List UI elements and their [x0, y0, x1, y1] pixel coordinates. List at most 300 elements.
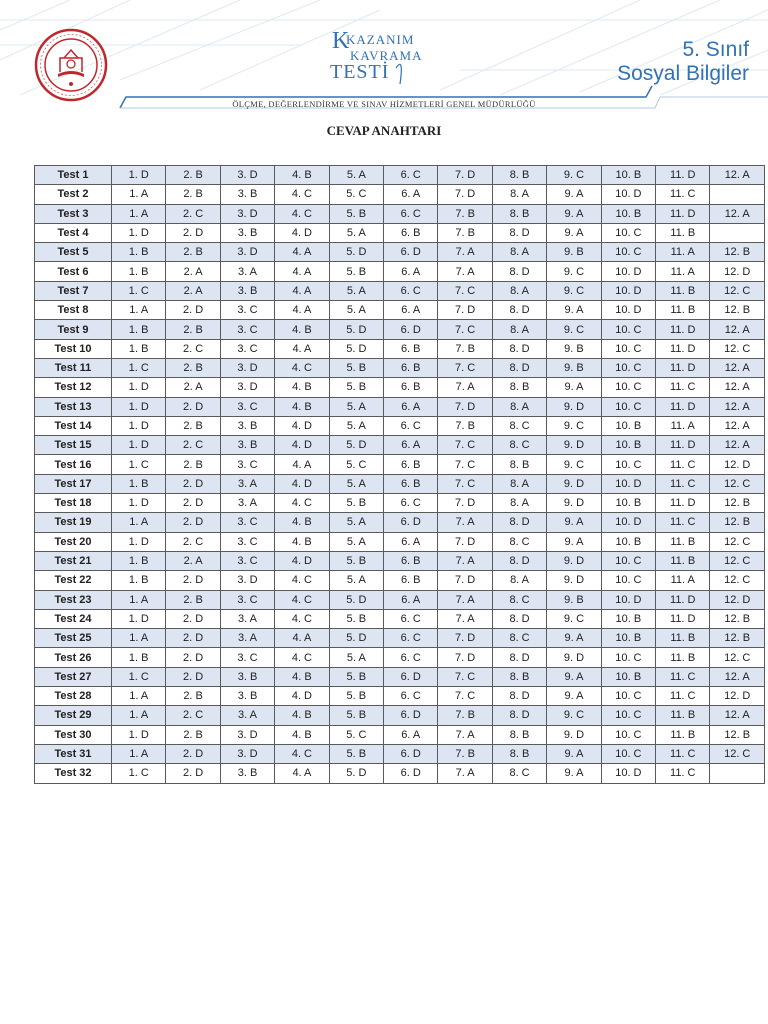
answer-cell: 11. C: [656, 687, 710, 706]
answer-cell: 6. D: [384, 243, 438, 262]
answer-cell: 5. A: [329, 301, 383, 320]
answer-cell: 4. C: [275, 358, 329, 377]
test-label-cell: Test 9: [35, 320, 112, 339]
test-label-cell: Test 29: [35, 706, 112, 725]
answer-cell: 9. C: [547, 262, 601, 281]
answer-cell: 1. D: [112, 725, 166, 744]
test-label-cell: Test 8: [35, 301, 112, 320]
answer-cell: 3. D: [220, 725, 274, 744]
answer-cell: 6. A: [384, 436, 438, 455]
answer-cell: 10. D: [601, 474, 655, 493]
table-row: [35, 320, 765, 339]
answer-cell: 6. C: [384, 281, 438, 300]
answer-cell: 4. C: [275, 494, 329, 513]
answer-cell: 8. D: [492, 262, 546, 281]
answer-cell: 7. D: [438, 571, 492, 590]
answer-cell: 1. D: [112, 532, 166, 551]
answer-cell: 5. D: [329, 436, 383, 455]
answer-cell: 4. A: [275, 301, 329, 320]
test-label-cell: Test 28: [35, 687, 112, 706]
answer-cell: 3. B: [220, 436, 274, 455]
answer-cell: 2. D: [166, 301, 220, 320]
answer-cell: 3. C: [220, 648, 274, 667]
answer-cell: 4. B: [275, 725, 329, 744]
answer-cell: 9. A: [547, 378, 601, 397]
answer-cell: 1. B: [112, 551, 166, 570]
answer-cell: 6. D: [384, 706, 438, 725]
test-label-cell: Test 27: [35, 667, 112, 686]
answer-cell: 7. B: [438, 339, 492, 358]
answer-cell: 3. A: [220, 609, 274, 628]
answer-cell: 3. D: [220, 166, 274, 185]
answer-cell: 1. D: [112, 609, 166, 628]
answer-cell: 4. B: [275, 513, 329, 532]
answer-cell: 7. A: [438, 243, 492, 262]
answer-cell: 11. C: [656, 455, 710, 474]
answer-cell: 5. B: [329, 609, 383, 628]
answer-cell: 3. C: [220, 301, 274, 320]
answer-cell: 12. D: [710, 687, 765, 706]
answer-cell: 5. B: [329, 744, 383, 763]
answer-cell: 11. A: [656, 416, 710, 435]
answer-cell: 5. D: [329, 629, 383, 648]
test-label-cell: Test 4: [35, 223, 112, 242]
answer-cell: 8. B: [492, 378, 546, 397]
answer-cell: 8. A: [492, 281, 546, 300]
answer-cell: 5. B: [329, 687, 383, 706]
table-row: [35, 339, 765, 358]
answer-cell: 10. D: [601, 764, 655, 783]
answer-cell: 1. B: [112, 571, 166, 590]
answer-cell: 1. C: [112, 358, 166, 377]
answer-cell: 4. B: [275, 166, 329, 185]
answer-cell: 4. B: [275, 378, 329, 397]
answer-cell: 4. B: [275, 532, 329, 551]
answer-cell: 6. C: [384, 494, 438, 513]
answer-cell: 5. A: [329, 397, 383, 416]
answer-cell: 9. C: [547, 455, 601, 474]
answer-cell: 9. A: [547, 532, 601, 551]
answer-cell: 4. D: [275, 551, 329, 570]
answer-cell: 7. A: [438, 262, 492, 281]
answer-cell: 8. C: [492, 416, 546, 435]
answer-cell: 5. D: [329, 339, 383, 358]
table-row: [35, 281, 765, 300]
answer-cell: 2. D: [166, 667, 220, 686]
answer-cell: 11. B: [656, 648, 710, 667]
answer-cell: 12. C: [710, 551, 765, 570]
answer-cell: 2. D: [166, 513, 220, 532]
answer-cell: 12. D: [710, 262, 765, 281]
answer-cell: 2. C: [166, 436, 220, 455]
answer-cell: 6. B: [384, 571, 438, 590]
subject-label: Sosyal Bilgiler: [617, 62, 749, 85]
answer-key-table: [34, 165, 765, 784]
answer-cell: 11. D: [656, 358, 710, 377]
answer-cell: 10. C: [601, 243, 655, 262]
answer-cell: 2. D: [166, 397, 220, 416]
answer-cell: 8. C: [492, 629, 546, 648]
answer-cell: 9. A: [547, 185, 601, 204]
answer-cell: 2. C: [166, 339, 220, 358]
answer-cell: 1. A: [112, 706, 166, 725]
brand-logo: [326, 26, 426, 88]
answer-cell: 1. B: [112, 474, 166, 493]
answer-cell: 4. C: [275, 571, 329, 590]
answer-cell: 11. B: [656, 706, 710, 725]
table-row: [35, 378, 765, 397]
answer-cell: 3. D: [220, 744, 274, 763]
answer-cell: 6. A: [384, 725, 438, 744]
answer-cell: 11. C: [656, 764, 710, 783]
answer-cell: 10. C: [601, 339, 655, 358]
answer-cell: 9. B: [547, 590, 601, 609]
answer-cell: 12. C: [710, 571, 765, 590]
table-row: [35, 590, 765, 609]
answer-cell: 8. C: [492, 436, 546, 455]
table-row: [35, 551, 765, 570]
logo-brand-line-1: KAZANIM: [346, 32, 415, 47]
answer-cell: 3. D: [220, 204, 274, 223]
test-label-cell: Test 2: [35, 185, 112, 204]
answer-cell: 12. D: [710, 455, 765, 474]
answer-cell: 4. C: [275, 648, 329, 667]
answer-cell: 4. B: [275, 320, 329, 339]
answer-cell: 6. C: [384, 648, 438, 667]
answer-cell: 5. A: [329, 223, 383, 242]
answer-cell: 2. B: [166, 687, 220, 706]
answer-cell: 3. A: [220, 474, 274, 493]
test-label-cell: Test 19: [35, 513, 112, 532]
answer-cell: 6. B: [384, 223, 438, 242]
answer-cell: 1. B: [112, 320, 166, 339]
answer-cell: 7. A: [438, 764, 492, 783]
test-label-cell: Test 1: [35, 166, 112, 185]
answer-cell: 10. D: [601, 513, 655, 532]
answer-cell: 4. D: [275, 436, 329, 455]
answer-cell: 1. D: [112, 223, 166, 242]
test-label-cell: Test 24: [35, 609, 112, 628]
answer-cell: 3. B: [220, 764, 274, 783]
answer-cell: 2. B: [166, 725, 220, 744]
answer-cell: 11. C: [656, 513, 710, 532]
answer-cell: 1. B: [112, 262, 166, 281]
answer-cell: 10. C: [601, 455, 655, 474]
table-row: [35, 532, 765, 551]
answer-cell: 5. D: [329, 320, 383, 339]
answer-cell: 12. A: [710, 204, 765, 223]
answer-cell: 12. B: [710, 243, 765, 262]
answer-cell: 7. A: [438, 513, 492, 532]
answer-cell: 1. D: [112, 436, 166, 455]
table-row: [35, 166, 765, 185]
answer-cell: 8. C: [492, 532, 546, 551]
test-label-cell: Test 20: [35, 532, 112, 551]
answer-cell: 1. B: [112, 339, 166, 358]
answer-cell: 7. A: [438, 378, 492, 397]
answer-cell: 8. C: [492, 764, 546, 783]
answer-cell: 12. A: [710, 706, 765, 725]
table-row: [35, 243, 765, 262]
answer-cell: 6. B: [384, 474, 438, 493]
answer-cell: [710, 223, 765, 242]
answer-cell: 11. C: [656, 474, 710, 493]
answer-cell: 11. C: [656, 744, 710, 763]
answer-cell: 4. C: [275, 609, 329, 628]
test-label-cell: Test 25: [35, 629, 112, 648]
answer-cell: 3. C: [220, 397, 274, 416]
answer-cell: 6. C: [384, 204, 438, 223]
test-label-cell: Test 10: [35, 339, 112, 358]
answer-cell: 1. B: [112, 648, 166, 667]
organization-name: ÖLÇME, DEĞERLENDİRME VE SINAV HİZMETLERİ GENEL MÜDÜRLÜĞÜ: [232, 99, 536, 109]
answer-cell: 2. A: [166, 262, 220, 281]
test-label-cell: Test 3: [35, 204, 112, 223]
answer-cell: 7. B: [438, 416, 492, 435]
answer-cell: 2. A: [166, 378, 220, 397]
answer-cell: 3. D: [220, 243, 274, 262]
answer-cell: 9. C: [547, 281, 601, 300]
answer-cell: 6. C: [384, 609, 438, 628]
answer-cell: 2. A: [166, 551, 220, 570]
answer-cell: 12. A: [710, 416, 765, 435]
table-row: [35, 436, 765, 455]
answer-cell: 1. A: [112, 687, 166, 706]
answer-cell: 12. A: [710, 166, 765, 185]
answer-cell: 6. D: [384, 513, 438, 532]
answer-cell: 8. A: [492, 571, 546, 590]
answer-cell: 6. C: [384, 629, 438, 648]
answer-cell: 3. B: [220, 223, 274, 242]
answer-cell: 5. B: [329, 551, 383, 570]
answer-cell: 9. A: [547, 301, 601, 320]
answer-cell: 2. D: [166, 223, 220, 242]
answer-cell: 2. B: [166, 243, 220, 262]
answer-cell: 3. B: [220, 667, 274, 686]
table-row: [35, 455, 765, 474]
answer-cell: 12. A: [710, 667, 765, 686]
answer-cell: 6. C: [384, 416, 438, 435]
logo-letter-k: K: [332, 28, 350, 54]
answer-cell: 5. B: [329, 494, 383, 513]
table-row: [35, 744, 765, 763]
answer-cell: 11. B: [656, 532, 710, 551]
answer-cell: 6. B: [384, 551, 438, 570]
answer-cell: 12. B: [710, 609, 765, 628]
test-label-cell: Test 21: [35, 551, 112, 570]
answer-cell: 11. B: [656, 281, 710, 300]
answer-cell: 3. D: [220, 571, 274, 590]
answer-cell: 9. C: [547, 320, 601, 339]
answer-cell: 8. C: [492, 590, 546, 609]
table-row: [35, 571, 765, 590]
answer-cell: 8. A: [492, 494, 546, 513]
answer-cell: 7. C: [438, 687, 492, 706]
table-row: [35, 223, 765, 242]
answer-cell: 10. D: [601, 262, 655, 281]
answer-cell: 3. D: [220, 358, 274, 377]
answer-cell: 1. C: [112, 667, 166, 686]
answer-cell: 6. A: [384, 590, 438, 609]
answer-cell: 1. A: [112, 185, 166, 204]
answer-cell: 12. A: [710, 436, 765, 455]
answer-cell: 8. A: [492, 474, 546, 493]
answer-cell: 2. D: [166, 571, 220, 590]
answer-cell: 8. B: [492, 667, 546, 686]
answer-cell: 11. B: [656, 301, 710, 320]
answer-cell: 4. D: [275, 687, 329, 706]
answer-cell: 7. A: [438, 551, 492, 570]
answer-cell: 3. D: [220, 378, 274, 397]
answer-cell: 8. B: [492, 455, 546, 474]
answer-cell: 7. A: [438, 725, 492, 744]
answer-cell: 1. D: [112, 397, 166, 416]
answer-cell: 8. A: [492, 243, 546, 262]
answer-cell: 12. C: [710, 532, 765, 551]
answer-cell: 9. D: [547, 648, 601, 667]
answer-cell: 8. D: [492, 706, 546, 725]
answer-cell: 9. D: [547, 494, 601, 513]
answer-cell: 1. D: [112, 166, 166, 185]
answer-cell: 2. B: [166, 416, 220, 435]
answer-cell: 7. D: [438, 301, 492, 320]
answer-cell: 4. C: [275, 204, 329, 223]
table-row: [35, 513, 765, 532]
answer-cell: 10. B: [601, 494, 655, 513]
answer-cell: 4. A: [275, 629, 329, 648]
answer-cell: 6. A: [384, 532, 438, 551]
answer-cell: 3. A: [220, 629, 274, 648]
answer-cell: 4. B: [275, 706, 329, 725]
answer-cell: 4. D: [275, 416, 329, 435]
answer-cell: 12. C: [710, 744, 765, 763]
answer-cell: 9. A: [547, 687, 601, 706]
answer-cell: 8. B: [492, 204, 546, 223]
answer-cell: 7. C: [438, 320, 492, 339]
answer-cell: 6. C: [384, 687, 438, 706]
answer-cell: 7. C: [438, 667, 492, 686]
answer-cell: 12. A: [710, 320, 765, 339]
answer-cell: 1. C: [112, 281, 166, 300]
test-label-cell: Test 31: [35, 744, 112, 763]
answer-cell: 9. A: [547, 667, 601, 686]
answer-cell: 7. D: [438, 494, 492, 513]
answer-cell: 10. B: [601, 667, 655, 686]
answer-cell: 8. D: [492, 358, 546, 377]
grade-subject: [617, 38, 749, 86]
answer-cell: 8. D: [492, 223, 546, 242]
answer-cell: 8. D: [492, 339, 546, 358]
answer-cell: 8. A: [492, 397, 546, 416]
table-row: [35, 358, 765, 377]
table-row: [35, 609, 765, 628]
answer-cell: 3. C: [220, 551, 274, 570]
test-label-cell: Test 32: [35, 764, 112, 783]
table-row: [35, 416, 765, 435]
answer-cell: 10. C: [601, 725, 655, 744]
answer-cell: 2. B: [166, 455, 220, 474]
answer-cell: 8. B: [492, 166, 546, 185]
answer-cell: 8. D: [492, 648, 546, 667]
answer-cell: 7. D: [438, 166, 492, 185]
answer-cell: 12. B: [710, 725, 765, 744]
answer-cell: 1. A: [112, 629, 166, 648]
answer-cell: 5. A: [329, 166, 383, 185]
answer-cell: 10. C: [601, 744, 655, 763]
answer-cell: 10. C: [601, 687, 655, 706]
answer-cell: 9. A: [547, 764, 601, 783]
answer-cell: 5. B: [329, 358, 383, 377]
test-label-cell: Test 15: [35, 436, 112, 455]
answer-cell: 9. B: [547, 243, 601, 262]
answer-cell: 11. D: [656, 609, 710, 628]
table-row: [35, 474, 765, 493]
test-label-cell: Test 14: [35, 416, 112, 435]
answer-cell: 3. A: [220, 494, 274, 513]
answer-cell: 10. C: [601, 551, 655, 570]
answer-cell: 5. A: [329, 532, 383, 551]
test-label-cell: Test 30: [35, 725, 112, 744]
answer-cell: 4. A: [275, 281, 329, 300]
answer-cell: 9. C: [547, 416, 601, 435]
answer-cell: 11. D: [656, 320, 710, 339]
answer-cell: 12. C: [710, 648, 765, 667]
answer-cell: 10. C: [601, 571, 655, 590]
answer-cell: 5. C: [329, 725, 383, 744]
answer-cell: 6. B: [384, 455, 438, 474]
answer-cell: 5. A: [329, 571, 383, 590]
table-row: [35, 494, 765, 513]
test-label-cell: Test 5: [35, 243, 112, 262]
answer-cell: 10. C: [601, 706, 655, 725]
test-label-cell: Test 16: [35, 455, 112, 474]
answer-cell: 7. D: [438, 185, 492, 204]
table-row: [35, 397, 765, 416]
answer-cell: 7. D: [438, 648, 492, 667]
test-label-cell: Test 6: [35, 262, 112, 281]
test-label-cell: Test 17: [35, 474, 112, 493]
answer-cell: 6. B: [384, 339, 438, 358]
answer-cell: [710, 764, 765, 783]
answer-cell: 2. A: [166, 281, 220, 300]
answer-cell: 11. C: [656, 378, 710, 397]
table-row: [35, 706, 765, 725]
table-row: [35, 648, 765, 667]
test-label-cell: Test 12: [35, 378, 112, 397]
answer-cell: 8. B: [492, 725, 546, 744]
answer-cell: 10. C: [601, 358, 655, 377]
answer-cell: 9. A: [547, 223, 601, 242]
answer-cell: 9. A: [547, 629, 601, 648]
answer-cell: 10. B: [601, 166, 655, 185]
answer-cell: 8. A: [492, 320, 546, 339]
page-title: CEVAP ANAHTARI: [326, 123, 442, 138]
answer-cell: 4. C: [275, 744, 329, 763]
answer-cell: 10. D: [601, 301, 655, 320]
answer-cell: 9. D: [547, 436, 601, 455]
answer-cell: 8. D: [492, 609, 546, 628]
answer-cell: 10. D: [601, 185, 655, 204]
answer-cell: 2. D: [166, 609, 220, 628]
answer-cell: 4. B: [275, 397, 329, 416]
answer-cell: 2. B: [166, 166, 220, 185]
test-label-cell: Test 7: [35, 281, 112, 300]
answer-cell: 11. C: [656, 185, 710, 204]
answer-cell: 3. C: [220, 590, 274, 609]
answer-cell: 5. D: [329, 764, 383, 783]
answer-cell: 3. C: [220, 513, 274, 532]
test-label-cell: Test 22: [35, 571, 112, 590]
